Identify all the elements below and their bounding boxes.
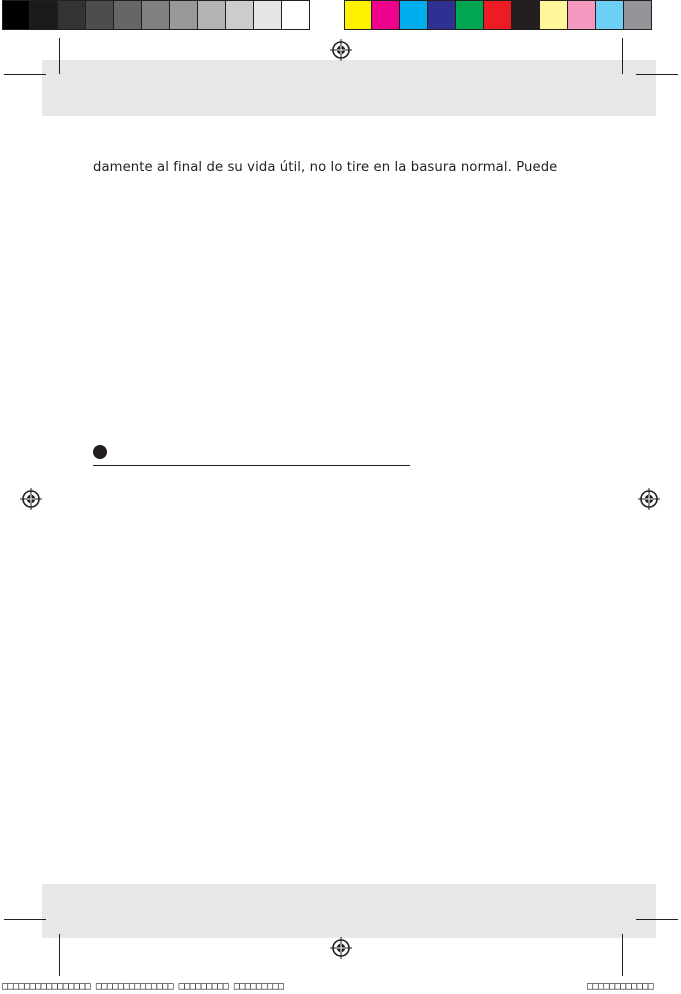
crop-mark-top-left-horizontal — [4, 74, 46, 75]
registration-mark-right-icon — [638, 488, 660, 510]
color-swatch — [114, 0, 142, 30]
color-swatch — [540, 0, 568, 30]
color-swatch — [226, 0, 254, 30]
color-swatch — [170, 0, 198, 30]
crop-mark-bottom-left-horizontal — [4, 919, 46, 920]
registration-mark-top-icon — [330, 39, 352, 61]
color-swatch — [400, 0, 428, 30]
color-swatch — [142, 0, 170, 30]
color-swatch — [428, 0, 456, 30]
footer-band — [42, 884, 656, 938]
header-band — [42, 60, 656, 116]
color-swatch — [198, 0, 226, 30]
color-swatch — [456, 0, 484, 30]
crop-mark-bottom-right-vertical — [622, 934, 623, 976]
grayscale-control-bar — [2, 0, 310, 30]
crop-mark-bottom-right-horizontal — [636, 919, 678, 920]
color-swatch — [568, 0, 596, 30]
color-swatch — [624, 0, 652, 30]
color-swatch — [30, 0, 58, 30]
color-swatch — [372, 0, 400, 30]
color-swatch — [596, 0, 624, 30]
registration-mark-bottom-icon — [330, 937, 352, 959]
color-control-bar — [344, 0, 652, 30]
slug-line-right: □□□□□□□□□□□□ — [587, 981, 654, 992]
color-swatch — [86, 0, 114, 30]
color-swatch — [282, 0, 310, 30]
section-divider — [93, 465, 410, 466]
color-swatch — [512, 0, 540, 30]
body-text-line: damente al final de su vida útil, no lo tire en la basura normal. Puede — [93, 160, 558, 175]
crop-mark-top-left-vertical — [59, 38, 60, 74]
color-swatch — [58, 0, 86, 30]
slug-line-left: □□□□□□□□□□□□□□□□ □□□□□□□□□□□□□□ □□□□□□□□□ □□□□□□□□□ — [2, 981, 284, 992]
registration-mark-left-icon — [20, 488, 42, 510]
color-swatch — [254, 0, 282, 30]
crop-mark-bottom-left-vertical — [59, 934, 60, 976]
section-bullet — [93, 445, 107, 459]
color-swatch — [484, 0, 512, 30]
color-swatch — [344, 0, 372, 30]
crop-mark-top-right-horizontal — [636, 74, 678, 75]
color-swatch — [2, 0, 30, 30]
crop-mark-top-right-vertical — [622, 38, 623, 74]
